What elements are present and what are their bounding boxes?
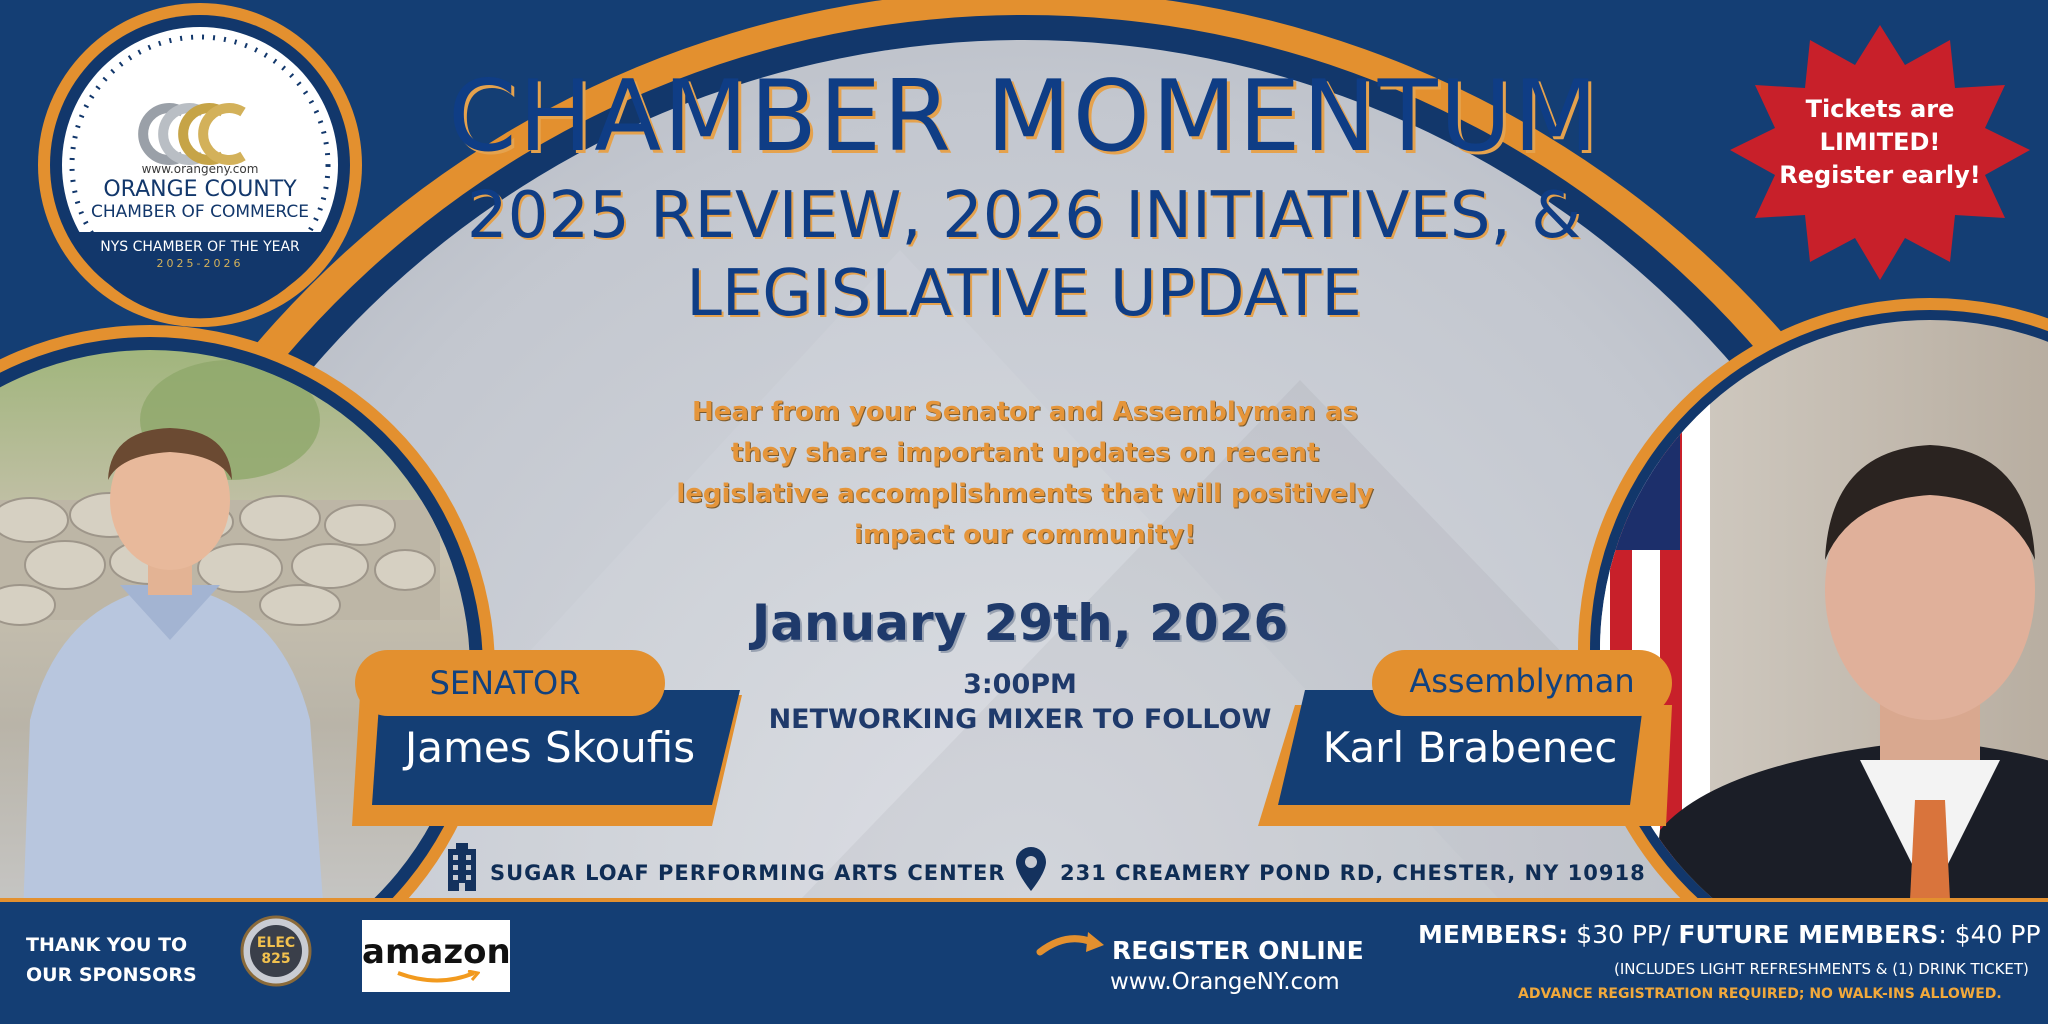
event-note: NETWORKING MIXER TO FOLLOW xyxy=(768,704,1272,735)
event-description: Hear from your Senator and Assemblyman as they share important updates on recent legislative accomplishments that will positively impact our community! xyxy=(676,397,1374,550)
starburst-line3: Register early! xyxy=(1779,161,1981,189)
logo-url: www.orangeny.com xyxy=(141,162,259,176)
register-online-link[interactable]: REGISTER ONLINE xyxy=(1112,936,1364,965)
sponsors-line1: THANK YOU TO xyxy=(26,934,188,956)
logo-line1: ORANGE COUNTY xyxy=(103,177,297,202)
pricing-line xyxy=(1418,918,2041,952)
amazon-sponsor-logo[interactable] xyxy=(362,920,510,992)
amazon-smile-icon xyxy=(396,970,480,986)
left-speaker-role: SENATOR xyxy=(429,664,581,702)
subtitle-line1: 2025 REVIEW, 2026 INITIATIVES, & xyxy=(466,179,1582,253)
advance-note: ADVANCE REGISTRATION REQUIRED; NO WALK-INS ALLOWED. xyxy=(1518,986,2002,1002)
members-label: MEMBERS: xyxy=(1418,920,1569,949)
left-speaker-name: James Skoufis xyxy=(404,723,696,772)
elec-sponsor-logo[interactable] xyxy=(240,915,312,987)
right-speaker-role: Assemblyman xyxy=(1409,662,1635,700)
building-icon xyxy=(446,843,478,895)
members-price: $30 PP/ xyxy=(1576,920,1671,949)
page-title: CHAMBER MOMENTUM xyxy=(448,60,1600,174)
register-url-link[interactable]: www.OrangeNY.com xyxy=(1110,969,1340,995)
logo-years: 2025-2026 xyxy=(156,257,244,270)
event-date: January 29th, 2026 xyxy=(751,594,1289,652)
location-pin-icon xyxy=(1016,847,1046,895)
starburst-line1: Tickets are xyxy=(1805,95,1955,123)
logo-line2: CHAMBER OF COMMERCE xyxy=(90,202,310,222)
right-speaker-name: Karl Brabenec xyxy=(1322,723,1618,772)
event-time: 3:00PM xyxy=(963,669,1077,700)
subtitle-line2: LEGISLATIVE UPDATE xyxy=(686,257,1362,331)
future-members-price: : $40 PP xyxy=(1938,920,2041,949)
includes-note: (INCLUDES LIGHT REFRESHMENTS & (1) DRINK TICKET) xyxy=(1614,960,2029,978)
venue-name: SUGAR LOAF PERFORMING ARTS CENTER xyxy=(490,861,1006,885)
logo-award: NYS CHAMBER OF THE YEAR xyxy=(100,239,300,255)
elec-sponsor-text: ELEC 825 xyxy=(256,935,296,967)
starburst-line2: LIMITED! xyxy=(1819,128,1941,156)
future-members-label: FUTURE MEMBERS xyxy=(1678,920,1939,949)
amazon-sponsor-text: amazon xyxy=(362,932,511,972)
arrow-icon xyxy=(1036,930,1106,964)
sponsors-line2: OUR SPONSORS xyxy=(26,964,197,986)
venue-address: 231 CREAMERY POND RD, CHESTER, NY 10918 xyxy=(1060,861,1646,885)
